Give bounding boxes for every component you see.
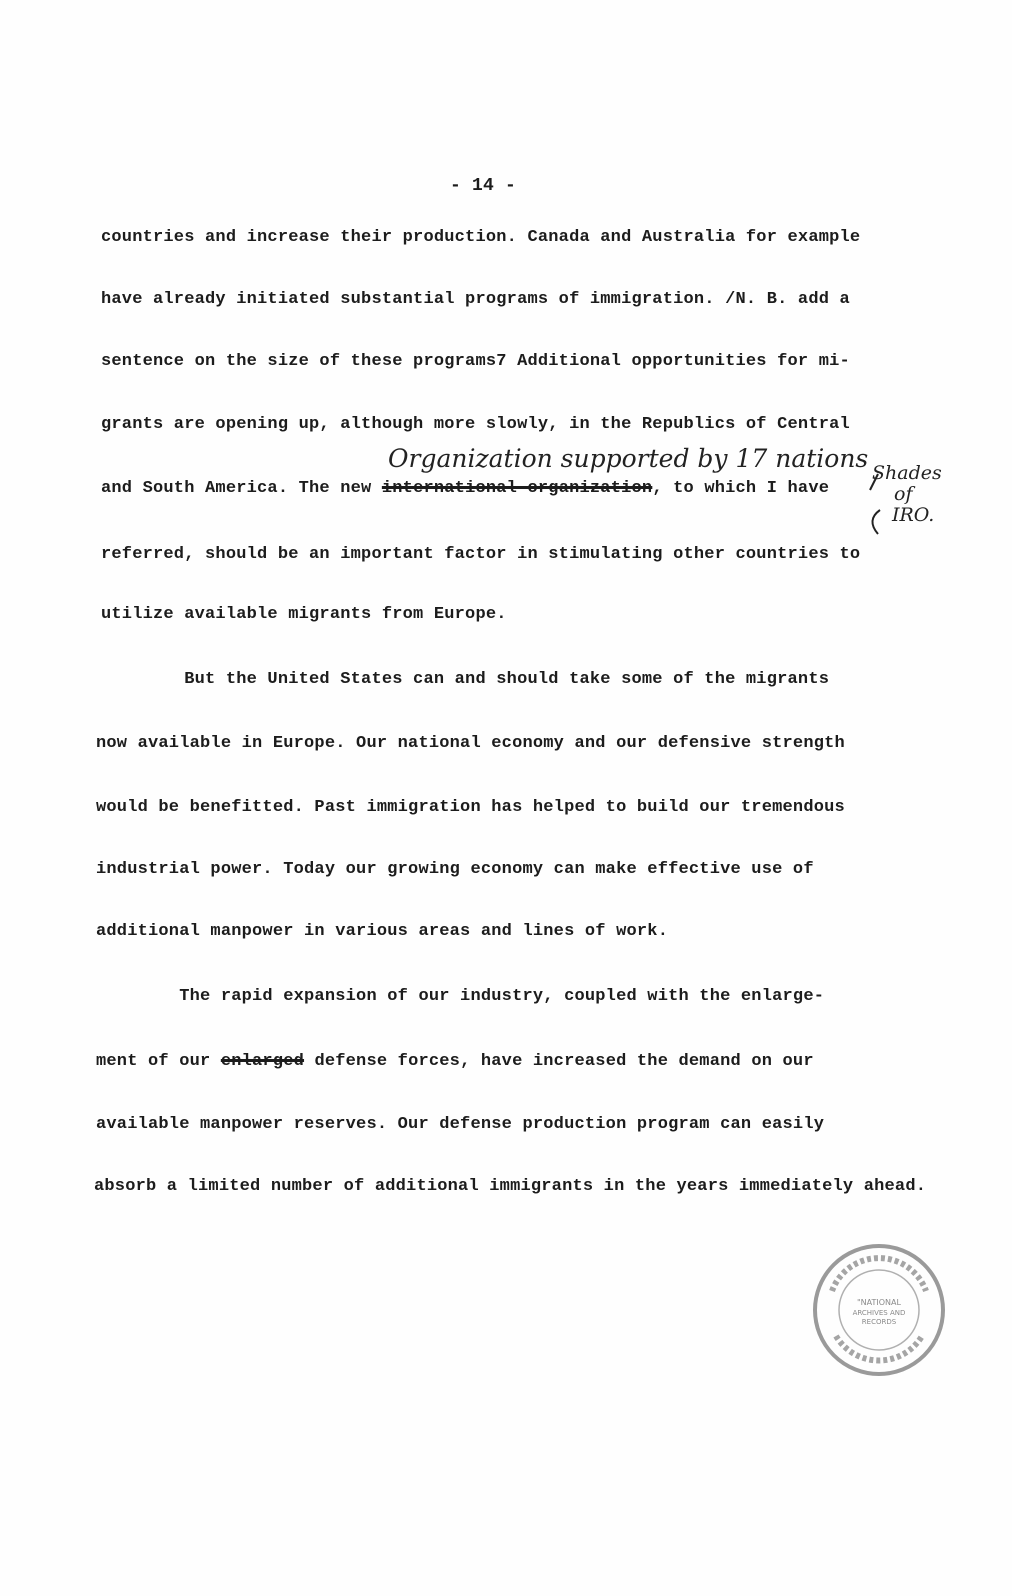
- svg-text:ARCHIVES AND: ARCHIVES AND: [852, 1309, 906, 1317]
- text-line-14-before: ment of our: [96, 1052, 221, 1071]
- text-line-3: sentence on the size of these programs7 Additional opportunities for mi-: [101, 352, 850, 371]
- handwritten-insertion: Organization supported by 17 nations: [388, 444, 869, 473]
- text-line-14-after: defense forces, have increased the demand on our: [304, 1052, 814, 1071]
- text-line-15: available manpower reserves. Our defense production program can easily: [96, 1115, 825, 1134]
- stamp-seal-icon: [810, 1241, 948, 1379]
- text-line-10: would be benefitted. Past immigration has helped to build our tremendous: [96, 798, 845, 817]
- text-line-9: now available in Europe. Our national economy and our defensive strength: [96, 734, 845, 753]
- text-line-16: absorb a limited number of additional immigrants in the years immediately ahead.: [94, 1177, 927, 1196]
- margin-note-line-1: Shades: [872, 462, 942, 484]
- archive-stamp: [810, 1241, 948, 1379]
- text-line-5-before: and South America. The new: [101, 479, 382, 498]
- svg-text:RECORDS: RECORDS: [861, 1318, 897, 1326]
- text-line-2: have already initiated substantial programs of immigration. /N. B. add a: [101, 290, 850, 309]
- text-line-13: The rapid expansion of our industry, coupled with the enlarge-: [96, 987, 825, 1006]
- text-line-5-after: , to which I have: [652, 479, 830, 498]
- text-line-11: industrial power. Today our growing economy can make effective use of: [96, 860, 814, 879]
- text-line-5: [101, 479, 829, 498]
- text-line-4: grants are opening up, although more slowly, in the Republics of Central: [101, 415, 850, 434]
- svg-text:"NATIONAL: "NATIONAL: [857, 1298, 901, 1307]
- text-line-14: [96, 1052, 814, 1071]
- struck-text-organization: international organization: [381, 479, 653, 498]
- text-line-12: additional manpower in various areas and lines of work.: [96, 922, 669, 941]
- text-line-1: countries and increase their production. Canada and Australia for example: [101, 228, 861, 247]
- margin-bracket-mark: [864, 470, 884, 540]
- page-number: - 14 -: [450, 176, 517, 196]
- margin-note-line-2: of: [894, 483, 913, 505]
- margin-note-line-3: IRO.: [892, 504, 935, 526]
- text-line-6: referred, should be an important factor in stimulating other countries to: [101, 545, 861, 564]
- struck-text-enlarged: enlarged: [220, 1052, 305, 1071]
- text-line-8: But the United States can and should take some of the migrants: [101, 670, 830, 689]
- text-line-7: utilize available migrants from Europe.: [101, 605, 507, 624]
